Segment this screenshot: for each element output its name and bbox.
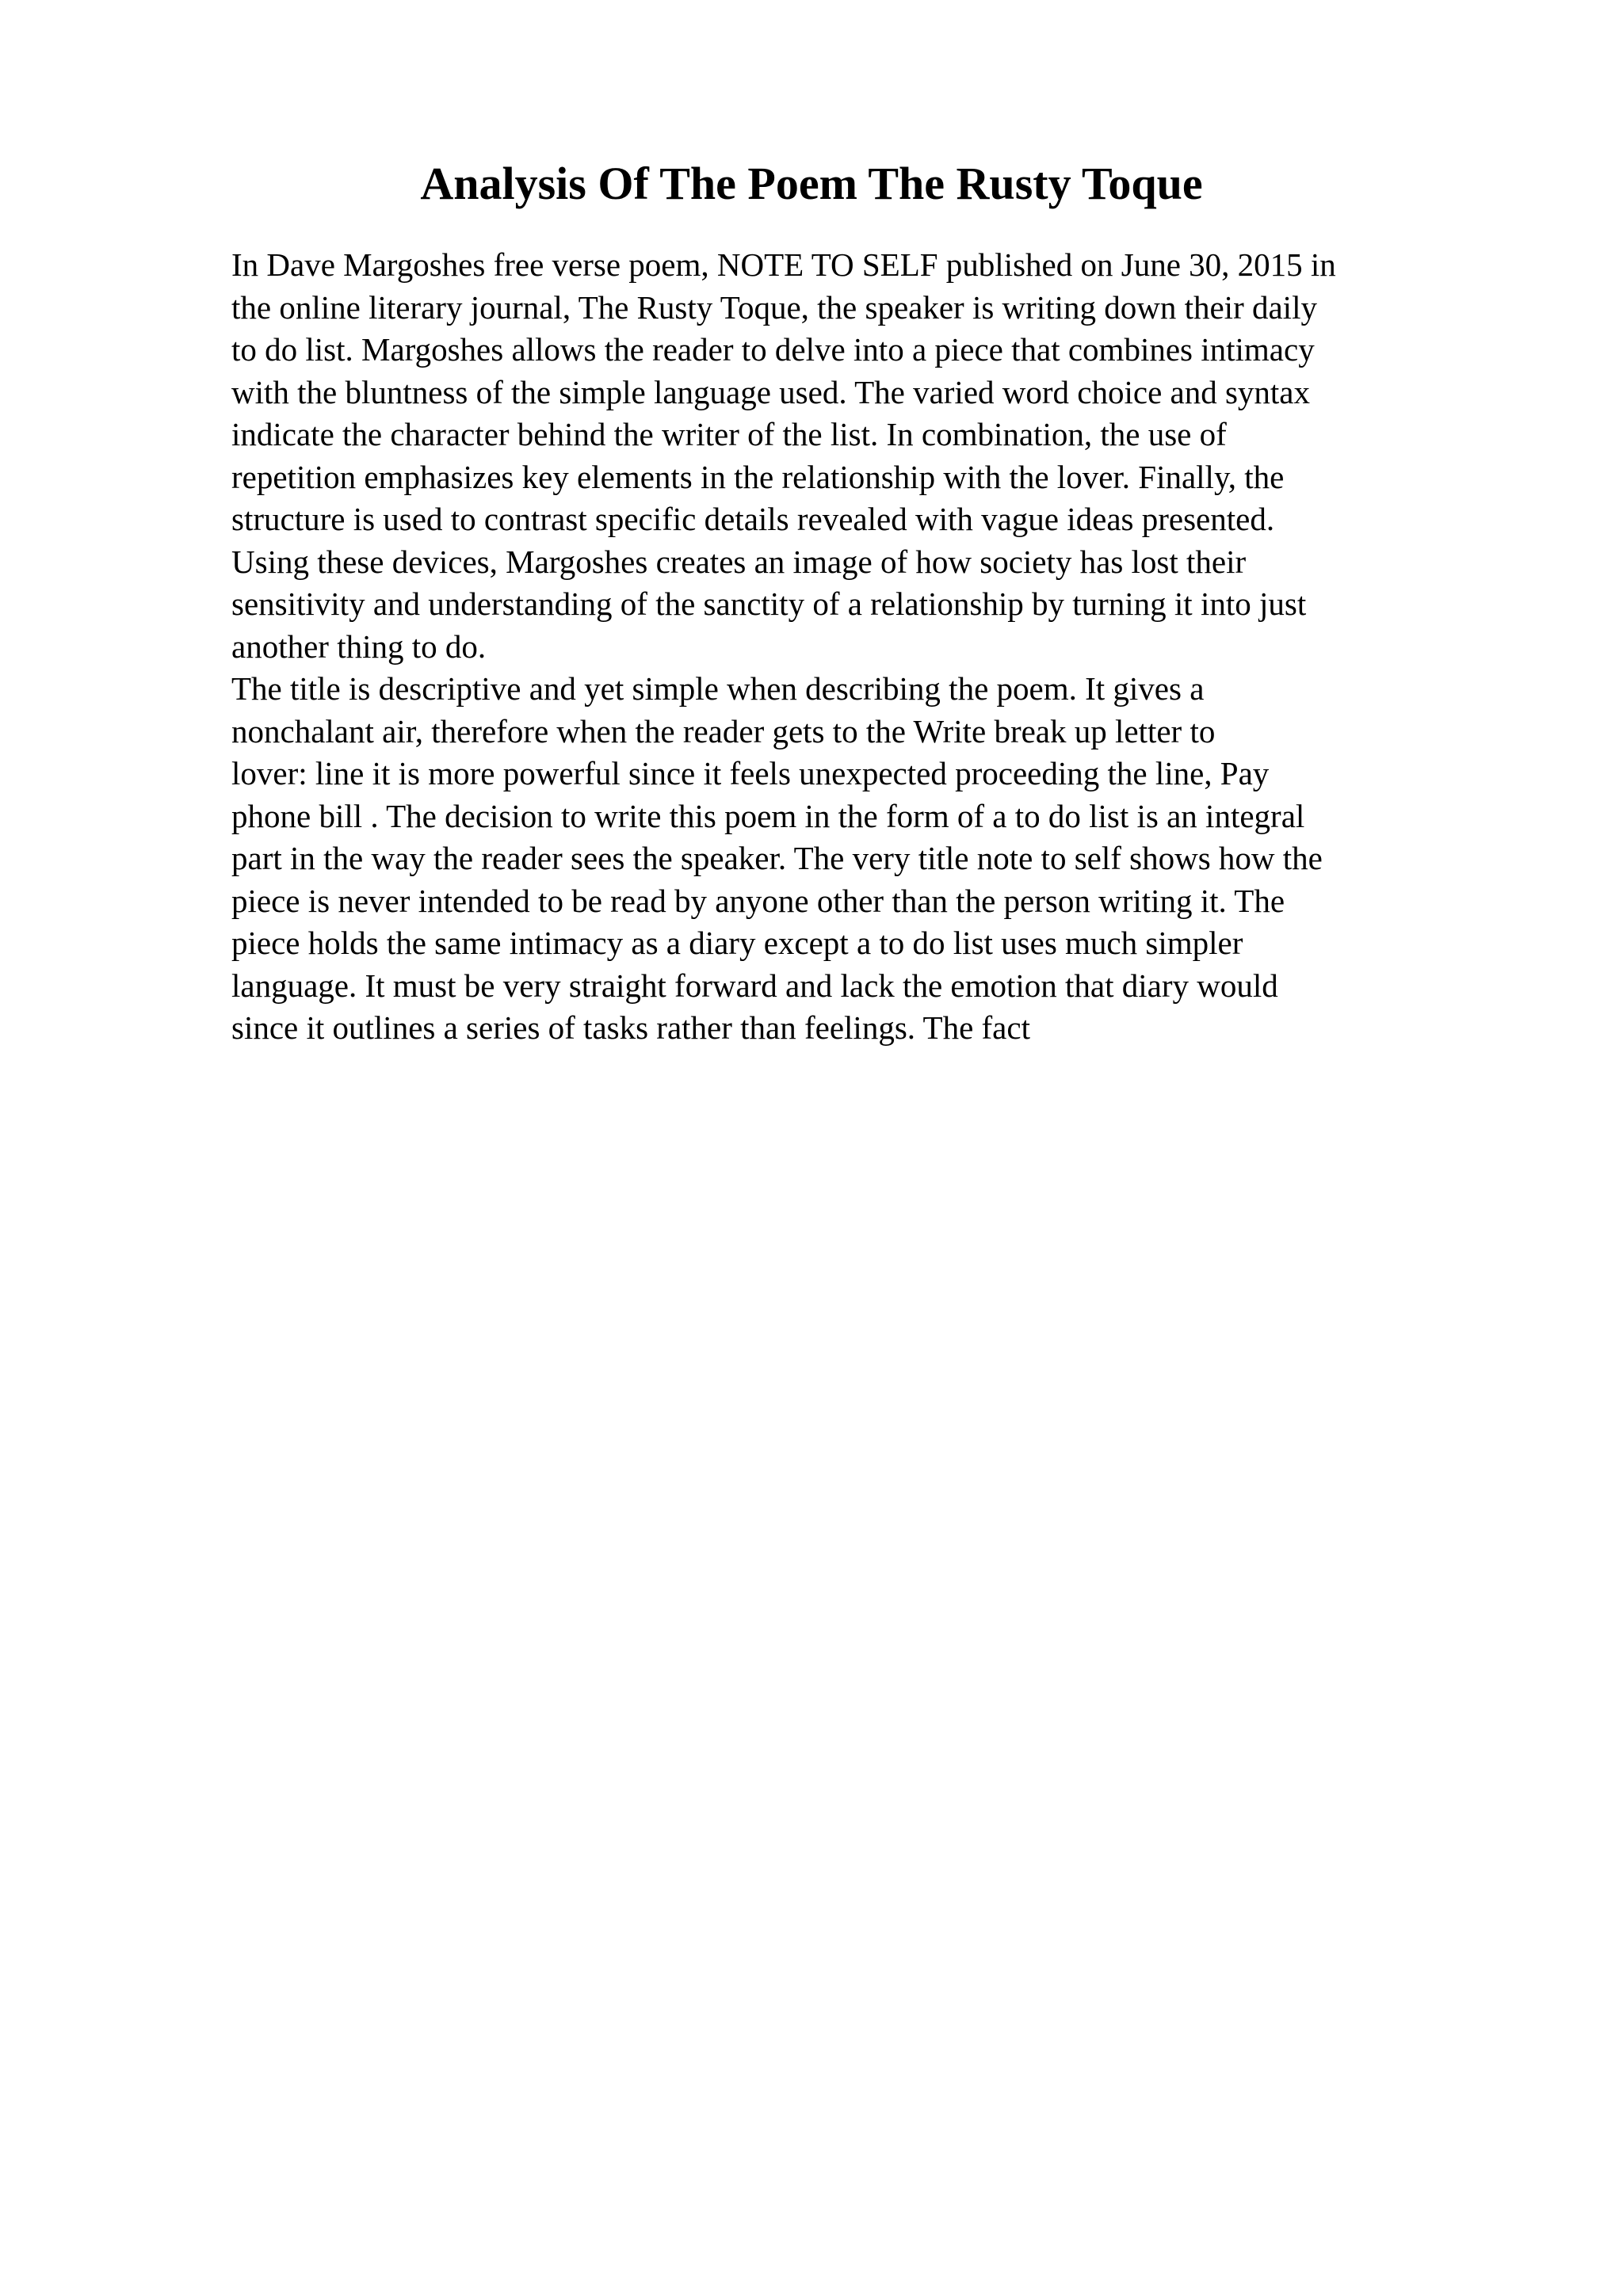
document-title: Analysis Of The Poem The Rusty Toque bbox=[420, 158, 1203, 209]
body-line: with the bluntness of the simple language used. The varied word choice and syntax bbox=[231, 373, 1311, 410]
document-body bbox=[231, 244, 1484, 1050]
body-line: another thing to do. bbox=[231, 627, 487, 665]
body-line: to do list. Margoshes allows the reader to delve into a piece that combines intimacy bbox=[231, 331, 1315, 368]
body-line: language. It must be very straight forward and lack the emotion that diary would bbox=[231, 967, 1278, 1004]
body-line: indicate the character behind the writer of the list. In combination, the use of bbox=[231, 416, 1227, 452]
body-line: In Dave Margoshes free verse poem, NOTE TO SELF published on June 30, 2015 in bbox=[231, 246, 1336, 283]
body-line: piece is never intended to be read by anyone other than the person writing it. The bbox=[231, 882, 1285, 919]
body-line: phone bill . The decision to write this poem in the form of a to do list is an integral bbox=[231, 797, 1305, 834]
body-line: Using these devices, Margoshes creates an image of how society has lost their bbox=[231, 543, 1247, 580]
body-line: since it outlines a series of tasks rather than feelings. The fact bbox=[231, 1009, 1030, 1046]
body-line: The title is descriptive and yet simple when describing the poem. It gives a bbox=[231, 670, 1205, 707]
body-line: the online literary journal, The Rusty Toque, the speaker is writing down their daily bbox=[231, 288, 1317, 326]
body-line: lover: line it is more powerful since it feels unexpected proceeding the line, Pay bbox=[231, 755, 1270, 791]
body-line: repetition emphasizes key elements in the relationship with the lover. Finally, the bbox=[231, 458, 1285, 495]
body-line: part in the way the reader sees the speaker. The very title note to self shows how the bbox=[231, 840, 1323, 876]
body-line: sensitivity and understanding of the sanctity of a relationship by turning it into just bbox=[231, 585, 1307, 622]
body-line: nonchalant air, therefore when the reader gets to the Write break up letter to bbox=[231, 712, 1216, 749]
body-line: structure is used to contrast specific details revealed with vague ideas presented. bbox=[231, 501, 1275, 537]
body-line: piece holds the same intimacy as a diary except a to do list uses much simpler bbox=[231, 925, 1243, 961]
